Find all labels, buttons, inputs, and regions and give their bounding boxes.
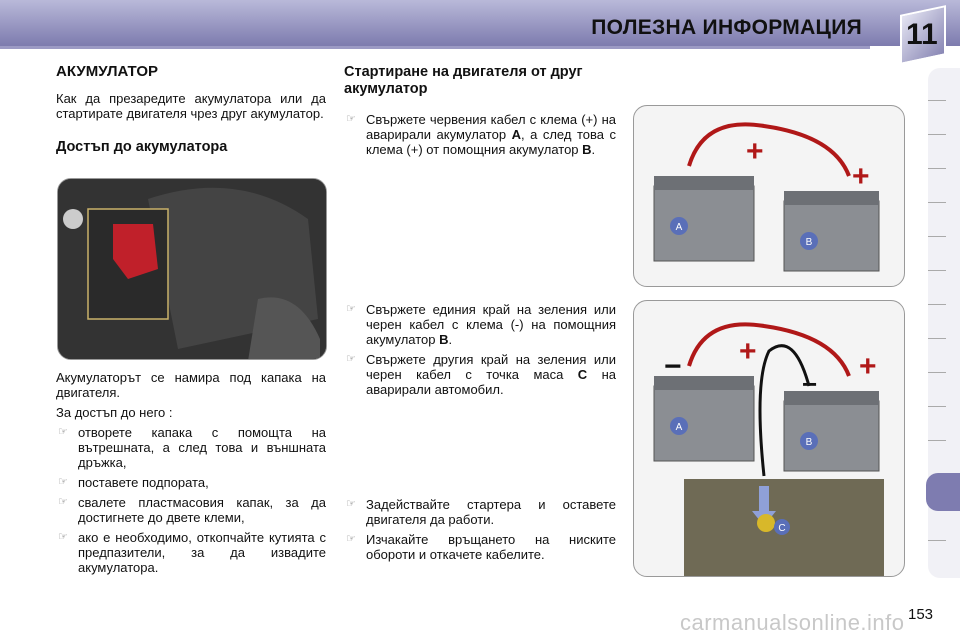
step-text: . [591, 142, 596, 157]
access-step [56, 425, 326, 470]
subsection-title: Достъп до акумулатора [56, 139, 228, 155]
tab-divider [928, 202, 946, 203]
step-text: Свържете другия край на зеления или черен кабел с точка маса [366, 352, 616, 382]
plus-sign: + [859, 350, 877, 383]
step-text: Свържете червения кабел с клема (+) на аварирали акумулатор [366, 112, 616, 142]
step-text: отворете капака с помощта на вътрешната, а след това и външната дръжка, [78, 425, 326, 470]
watermark: carmanualsonline.info [680, 610, 905, 635]
pointing-hand-icon: ☞ [346, 353, 356, 365]
intro-text: Как да презаредите акумулатора или да стартирате двигателя чрез друг акумулатор. [56, 91, 326, 121]
step-text: на аварирали автомобил. [366, 367, 616, 397]
plus-sign: + [739, 335, 757, 368]
ground-point-label: C [778, 523, 786, 534]
section-title: АКУМУЛАТОР [56, 63, 159, 80]
tab-divider [928, 100, 946, 101]
right-column [344, 64, 616, 162]
minus-sign: − [664, 350, 682, 383]
pointing-hand-icon: ☞ [58, 426, 68, 438]
access-step [56, 495, 326, 525]
left-column [56, 64, 326, 156]
jump-step-5 [344, 532, 616, 562]
tab-divider [928, 406, 946, 407]
battery-b-label: B [805, 237, 813, 248]
chapter-number-badge [900, 5, 946, 65]
pointing-hand-icon: ☞ [346, 113, 356, 125]
tab-divider [928, 304, 946, 305]
step-text: поставете подпората, [78, 475, 209, 490]
step-text: свалете пластмасовия капак, за да достигнете до двете клеми, [78, 495, 326, 525]
pointing-hand-icon: ☞ [346, 533, 356, 545]
left-column-steps [56, 370, 326, 580]
jump-step-4 [344, 497, 616, 527]
access-step [56, 530, 326, 575]
chapter-tab-11-active[interactable] [926, 473, 960, 511]
battery-a-ref: A [511, 127, 521, 142]
access-label: За достъп до него : [56, 405, 173, 420]
battery-b-label: B [805, 437, 813, 448]
jump-step-2 [344, 302, 616, 347]
step-text: , а след това с клема (+) от помощния акумулатор [366, 127, 616, 157]
header-divider [0, 46, 870, 49]
plus-sign: + [852, 160, 870, 193]
ground-point-ref: C [577, 367, 588, 382]
battery-a-label: A [675, 422, 683, 433]
right-column-mid [344, 302, 616, 402]
battery-a-label: A [675, 222, 683, 233]
pointing-hand-icon: ☞ [346, 498, 356, 510]
pointing-hand-icon: ☞ [58, 476, 68, 488]
pointing-hand-icon: ☞ [346, 303, 356, 315]
pointing-hand-icon: ☞ [58, 531, 68, 543]
battery-b-ref: B [439, 332, 449, 347]
battery-b-ref: B [582, 142, 592, 157]
tab-divider [928, 168, 946, 169]
tab-divider [928, 270, 946, 271]
step-text: ако е необходимо, откопчайте кутията с предпазители, за да извадите акумулатора. [78, 530, 326, 575]
chapter-title: ПОЛЕЗНА ИНФОРМАЦИЯ [591, 16, 862, 39]
step-text: Свържете единия край на зеления или черен кабел с клема (-) на помощния акумулатор [366, 302, 616, 347]
jump-step-1 [344, 112, 616, 157]
tab-divider [928, 338, 946, 339]
minus-sign: − [802, 369, 818, 399]
page-number: 153 [908, 606, 934, 623]
tab-divider [928, 134, 946, 135]
tab-divider [928, 440, 946, 441]
jump-cable-red-illustration [633, 105, 905, 287]
jump-step-3 [344, 352, 616, 397]
jump-cable-ground-illustration [633, 300, 905, 577]
step-text: . [448, 332, 453, 347]
engine-bay-photo [57, 178, 327, 360]
plus-sign: + [746, 135, 764, 168]
battery-location-text: Акумулаторът се намира под капака на двигателя. [56, 370, 326, 400]
tab-divider [928, 236, 946, 237]
tab-divider [928, 372, 946, 373]
chapter-number: 11 [906, 18, 938, 52]
pointing-hand-icon: ☞ [58, 496, 68, 508]
step-text: Задействайте стартера и оставете двигателя да работи. [366, 497, 616, 527]
jump-start-title: Стартиране на двигателя от друг акумулатор [344, 64, 583, 97]
access-step [56, 475, 326, 490]
right-column-bottom [344, 497, 616, 567]
tab-divider [928, 540, 946, 541]
step-text: Изчакайте връщането на ниските обороти и откачете кабелите. [366, 532, 616, 562]
